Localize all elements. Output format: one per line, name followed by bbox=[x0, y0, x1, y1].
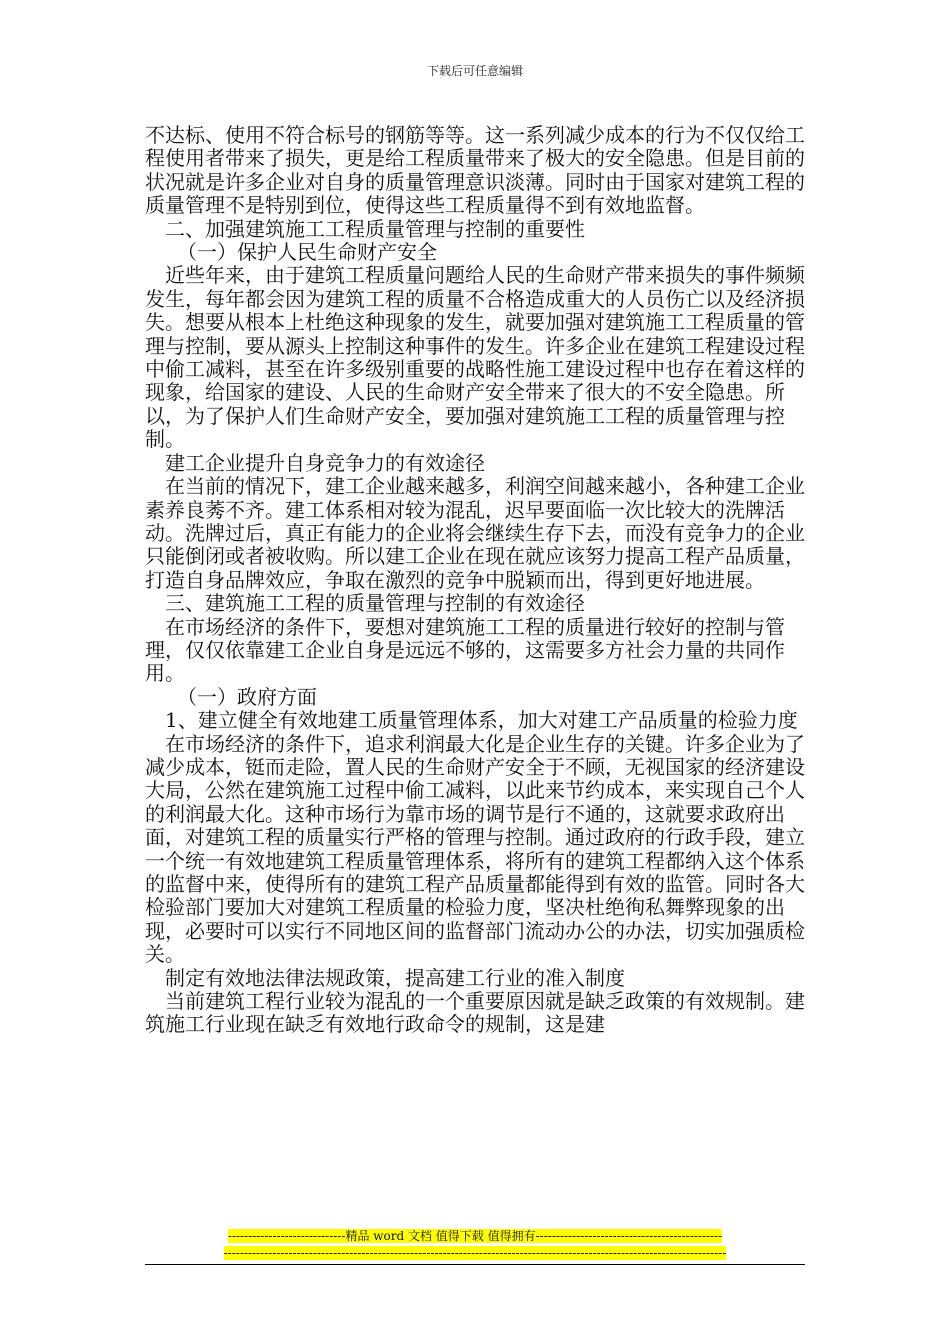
footer-line-1: -----------------------------精品 word 文档 值得下载 值得拥有---------------------------------------------- bbox=[227, 1229, 723, 1243]
paragraph: 在当前的情况下，建工企业越来越多，利润空间越来越小，各种建工企业素养良莠不齐。建工体系相对较为混乱，迟早要面临一次比较大的洗牌活动。洗牌过后，真正有能力的企业将会继续生存下去，而没有竞争力的企业只能倒闭或者被收购。所以建工企业在现在就应该努力提高工程产品质量，打造自身品牌效应，争取在激烈的竞争中脱颖而出，得到更好地进展。 bbox=[145, 474, 805, 592]
page-header: 下载后可任意编辑 bbox=[426, 64, 523, 78]
footer-banner bbox=[0, 1228, 950, 1262]
paragraph: 在市场经济的条件下，要想对建筑施工工程的质量进行较好的控制与管理，仅仅依靠建工企业自身是远远不够的，这需要多方社会力量的共同作用。 bbox=[145, 614, 785, 686]
item-heading: 制定有效地法律法规政策，提高建工行业的准入制度 bbox=[165, 965, 625, 990]
subsection-heading: 建工企业提升自身竞争力的有效途径 bbox=[165, 450, 485, 475]
paragraph: 近些年来，由于建筑工程质量问题给人民的生命财产带来损失的事件频频发生，每年都会因为建筑工程的质量不合格造成重大的人员伤亡以及经济损失。想要从根本上杜绝这种现象的发生，就要加强对建筑施工工程质量的管理与控制，要从源头上控制这种事件的发生。许多企业在建筑工程建设过程中偷工减料，甚至在许多级别重要的战略性施工建设过程中也存在着这样的现象，给国家的建设、人民的生命财产安全带来了很大的不安全隐患。所以，为了保护人们生命财产安全，要加强对建筑施工工程的质量管理与控制。 bbox=[145, 263, 805, 452]
item-heading: 1、建立健全有效地建工质量管理体系，加大对建工产品质量的检验力度 bbox=[165, 708, 798, 733]
paragraph: 当前建筑工程行业较为混乱的一个重要原因就是缺乏政策的有效规制。建筑施工行业现在缺乏有效地行政命令的规制，这是建 bbox=[145, 989, 805, 1037]
paragraph: 不达标、使用不符合标号的钢筋等等。这一系列减少成本的行为不仅仅给工程使用者带来了损失，更是给工程质量带来了极大的安全隐患。但是目前的状况就是许多企业对自身的质量管理意识淡薄。同时由于国家对建筑工程的质量管理不是特别到位，使得这些工程质量得不到有效地监督。 bbox=[145, 123, 805, 218]
document-body bbox=[145, 124, 805, 1037]
paragraph: 在市场经济的条件下，追求利润最大化是企业生存的关键。许多企业为了减少成本，铤而走险，置人民的生命财产安全于不顾，无视国家的经济建设大局，公然在建筑施工过程中偷工减料，以此来节约成本，来实现自己个人的利润最大化。这种市场行为靠市场的调节是行不通的，这就要求政府出面，对建筑工程的质量实行严格的管理与控制。通过政府的行政手段，建立一个统一有效地建筑工程质量管理体系，将所有的建筑工程都纳入这个体系的监督中来，使得所有的建筑工程产品质量都能得到有效的监管。同时各大检验部门要加大对建筑工程质量的检验力度，坚决杜绝徇私舞弊现象的出现，必要时可以实行不同地区间的监督部门流动办公的办法，切实加强质检关。 bbox=[145, 731, 805, 967]
footer-line-2: ---------------------------------------------------------------------------------------------------------------------------- bbox=[223, 1246, 727, 1260]
subsection-heading: （一）保护人民生命财产安全 bbox=[177, 240, 437, 265]
subsection-heading: （一）政府方面 bbox=[177, 684, 317, 709]
section-heading: 三、建筑施工工程的质量管理与控制的有效途径 bbox=[165, 591, 585, 616]
section-heading: 二、加强建筑施工工程质量管理与控制的重要性 bbox=[165, 216, 585, 241]
footer-divider bbox=[145, 1264, 805, 1265]
